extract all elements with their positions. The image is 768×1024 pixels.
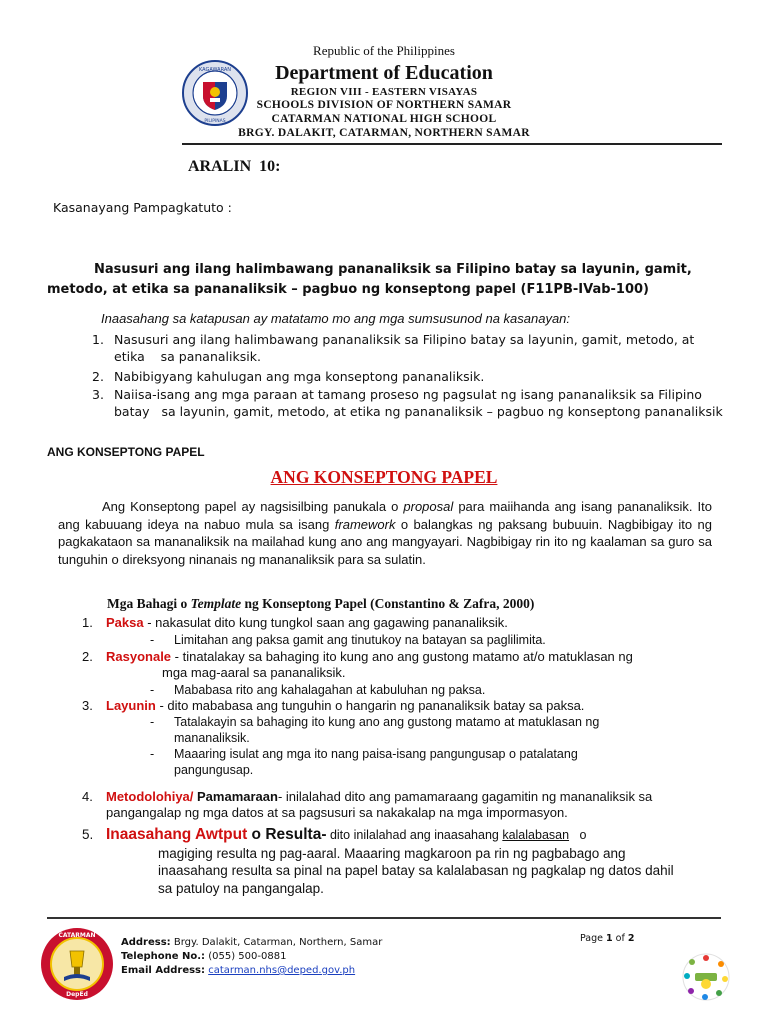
list-number: 5.: [82, 827, 94, 842]
footer-email: [121, 965, 355, 976]
expectation-item-3: [92, 386, 723, 420]
page-prefix: Page: [580, 933, 607, 944]
para-text-1: Ang Konseptong papel ay nagsisilbing panukala o: [102, 499, 404, 514]
phone-label: Telephone No.:: [121, 951, 206, 962]
part-item-inaasahang-awtput: [82, 826, 674, 897]
part-item-rasyonale: [82, 649, 633, 681]
subpoint-line: Tatalakayin sa bahaging ito kung ano ang gustong matamo at matuklasan ng: [174, 715, 600, 729]
subpoint-line: pangungusap.: [174, 763, 254, 777]
parts-title-em: Template: [190, 596, 242, 611]
part-term-2: o Resulta-: [247, 826, 327, 843]
part-item-layunin: [82, 698, 584, 714]
subpoint-text: Limitahan ang paksa gamit ang tinutukoy na batayan sa paglilimita.: [174, 633, 546, 647]
email-label: Email Address:: [121, 965, 206, 976]
svg-text:CATARMAN: CATARMAN: [58, 932, 96, 939]
svg-text:DepEd: DepEd: [66, 991, 88, 998]
expectation-item-1: [92, 331, 694, 365]
subpoint-text: [174, 746, 578, 778]
expectations-intro: Inaasahang sa katapusan ay matatamo mo ang mga sumsusunod na kasanayan:: [101, 311, 571, 326]
intro-paragraph: [58, 498, 712, 568]
para-text-3: o balangkas ng paksang bubuuin. Nagbibigay ito ng pagkakataon sa mananaliksik na mailahad kung ano ang mangyayari. Nagbibigay rin ito ng kaalaman sa guro sa tunguhin o direksyong ninanais ng mananaliksik para sa sulatin.: [58, 516, 712, 567]
part-desc: dito inilalahad ang inaasahang: [326, 828, 503, 842]
page-number: [580, 933, 634, 944]
address-value: Brgy. Dalakit, Catarman, Northern, Samar: [170, 937, 383, 948]
part-desc: - dito mababasa ang tunguhin o hangarin ng pananaliksik batay sa paksa.: [155, 698, 585, 713]
list-number: 4.: [82, 789, 93, 804]
division-text: SCHOOLS DIVISION OF NORTHERN SAMAR: [256, 99, 512, 111]
part-term-2: Pamamaraan: [193, 789, 278, 804]
email-link[interactable]: catarman.nhs@deped.gov.ph: [208, 965, 356, 976]
footer-divider: [47, 917, 721, 919]
list-number: 3.: [92, 387, 104, 402]
expectation-text-cont: etika sa pananaliksik.: [114, 349, 261, 364]
expectation-text: Nabibigyang kahulugan ang mga konseptong pananaliksik.: [114, 369, 485, 384]
part-desc: - tinatalakay sa bahaging ito kung ano ang gustong matamo at/o matuklasan ng: [171, 649, 633, 664]
part-desc-cont: mga mag-aaral sa pananaliksik.: [162, 665, 346, 680]
part-desc-cont: pangangalap ng mga datos at sa pagsusuri sa nakakalap na mga impormasyon.: [106, 805, 568, 820]
subpoint-line: mananaliksik.: [174, 731, 250, 745]
learning-objective: Nasusuri ang ilang halimbawang pananaliksik sa Filipino batay sa layunin, gamit, metodo, at etika sa pananaliksik – pagbuo ng konseptong papel (F11PB-IVab-100): [47, 262, 692, 297]
page-total: 2: [627, 933, 635, 944]
part-term: Rasyonale: [106, 649, 172, 664]
footer-address: [121, 937, 382, 948]
part-term: Metodolohiya/: [106, 789, 194, 804]
letterhead: [0, 0, 768, 145]
parts-title-text-2: ng Konseptong Papel (Constantino & Zafra, 2000): [241, 596, 535, 611]
subpoint-dash: -: [150, 633, 155, 647]
parts-title: [107, 596, 534, 612]
part-desc-underlined: kalalabasan: [502, 828, 570, 842]
list-number: 2.: [92, 369, 104, 384]
expectation-text: Naiisa-isang ang mga paraan at tamang proseso ng pagsulat ng isang pananaliksik sa Filipino: [114, 387, 702, 402]
deped-seal-logo: [182, 60, 248, 126]
competency-label: Kasanayang Pampagkatuto :: [53, 200, 232, 215]
expectation-text: Nasusuri ang ilang halimbawang pananaliksik sa Filipino batay sa layunin, gamit, metodo, at: [114, 332, 695, 347]
part-term: Inaasahang Awtput: [106, 826, 248, 843]
subpoint-dash: -: [150, 747, 155, 761]
expectation-text-cont: batay sa layunin, gamit, metodo, at etika ng pananaliksik – pagbuo ng konseptong pananaliksik: [114, 404, 723, 419]
expectation-item-2: [92, 368, 484, 385]
section-heading-small: ANG KONSEPTONG PAPEL: [47, 445, 205, 459]
list-number: 1.: [92, 332, 104, 347]
header-divider: [182, 143, 722, 145]
page-current: 1: [606, 933, 613, 944]
subpoint-text: Mababasa rito ang kahalagahan at kabuluhan ng paksa.: [174, 683, 486, 697]
school-logo: [40, 927, 114, 1001]
republic-text: Republic of the Philippines: [313, 43, 455, 58]
list-number: 1.: [82, 615, 93, 630]
decorative-badge-logo: [681, 952, 731, 1002]
page-of: of: [612, 933, 628, 944]
part-term: Layunin: [106, 698, 156, 713]
subpoint-dash: -: [150, 715, 155, 729]
part-desc-end: o: [569, 828, 587, 842]
part-term: Paksa: [106, 615, 144, 630]
part-desc-cont: magiging resulta ng pag-aaral. Maaaring magkaroon pa rin ng pagbabago ang: [158, 845, 626, 861]
part-desc-cont: inaasahang resulta sa pinal na papel batay sa kalalabasan ng pagkalap ng datos dahil: [158, 863, 674, 878]
para-em-framework: framework: [334, 516, 396, 532]
part-item-paksa: [82, 615, 508, 631]
list-number: 2.: [82, 649, 93, 664]
phone-value: (055) 500-0881: [205, 951, 287, 962]
subpoint-line: Maaaring isulat ang mga ito nang paisa-isang pangungusap o patalatang: [174, 747, 578, 761]
part-desc-cont: sa patuloy na pangangalap.: [158, 880, 324, 896]
svg-text:PILIPINAS: PILIPINAS: [204, 119, 226, 124]
subpoint-text: [174, 714, 599, 746]
parts-title-text: Mga Bahagi o: [107, 596, 191, 611]
address-label: Address:: [121, 937, 171, 948]
list-number: 3.: [82, 698, 93, 713]
para-text-2: para maiihanda ang isang pananaliksik. Ito ang kabuuang ideya na nabuo mula sa isang: [58, 499, 712, 532]
lesson-title: ARALIN 10:: [188, 158, 281, 175]
region-text: REGION VIII - EASTERN VISAYAS: [290, 86, 478, 98]
part-desc: - inilalahad dito ang pamamaraang gagamitin ng mananaliksik sa: [277, 789, 653, 804]
department-title: Department of Education: [275, 62, 493, 84]
part-item-metodolohiya: [82, 789, 652, 821]
school-text: CATARMAN NATIONAL HIGH SCHOOL: [271, 113, 497, 125]
part-desc: - nakasulat dito kung tungkol saan ang gagawing pananaliksik.: [143, 615, 508, 630]
subpoint-dash: -: [150, 683, 155, 697]
school-address-text: BRGY. DALAKIT, CATARMAN, NORTHERN SAMAR: [238, 127, 530, 139]
para-em-proposal: proposal: [403, 499, 454, 514]
section-heading-big: ANG KONSEPTONG PAPEL: [270, 467, 498, 487]
svg-text:KAGAWARAN: KAGAWARAN: [198, 67, 232, 73]
footer-phone: [121, 951, 286, 962]
